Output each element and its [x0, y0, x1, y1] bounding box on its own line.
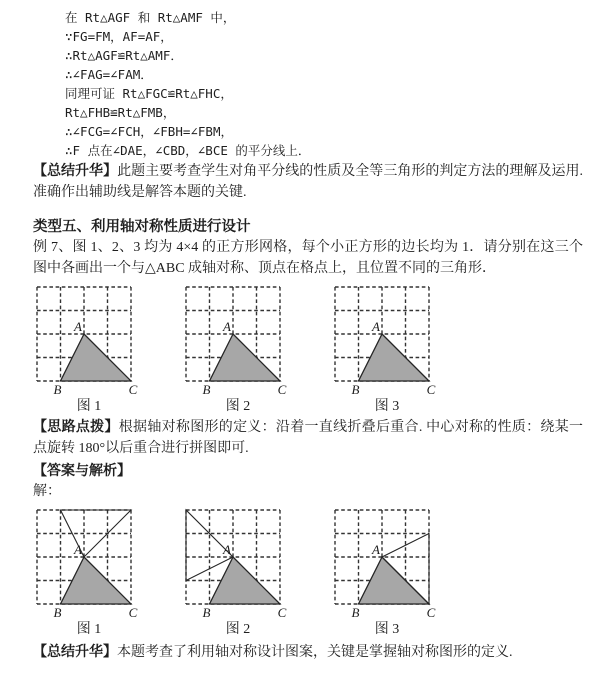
- vertex-label-c: C: [426, 382, 436, 397]
- section-heading: 类型五、利用轴对称性质进行设计: [33, 219, 251, 235]
- hint-paragraph: [33, 418, 583, 459]
- summary-paragraph-1: [33, 162, 583, 203]
- problem-figure-2: [182, 283, 294, 416]
- vertex-label-c: C: [128, 382, 138, 397]
- summary-tag-2: 【总结升华】: [33, 645, 117, 660]
- vertex-label-a: A: [372, 319, 380, 334]
- problem-figure-caption-1: 图 1: [76, 399, 102, 414]
- grid-diagram: [33, 283, 145, 397]
- grid-diagram: [182, 506, 294, 620]
- hint-text: 根据轴对称图形的定义：沿着一直线折叠后重合. 中心对称的性质：绕某一点旋转 180°以后重合进行拼图即可.: [33, 420, 584, 456]
- vertex-label-b: B: [53, 382, 62, 397]
- answer-figure-caption-3: 图 3: [374, 622, 400, 637]
- proof-line-7: ∴∠FCG=∠FCH，∠FBH=∠FBM，: [65, 124, 233, 139]
- problem-figure-caption-3: 图 3: [374, 399, 400, 414]
- grid-diagram: [331, 283, 443, 397]
- vertex-label-c: C: [277, 382, 287, 397]
- proof-line-1: 在 Rt△AGF 和 Rt△AMF 中，: [65, 10, 236, 25]
- answer-figure-1: [33, 506, 145, 639]
- solve-label: 解：: [33, 484, 61, 499]
- proof-line-5: 同理可证 Rt△FGC≌Rt△FHC，: [65, 86, 233, 101]
- vertex-label-b: B: [351, 382, 360, 397]
- summary-paragraph-2: [33, 643, 583, 664]
- answer-figure-caption-2: 图 2: [225, 622, 251, 637]
- vertex-label-a: A: [223, 542, 231, 557]
- problem-figures-row: [33, 283, 583, 416]
- answer-figures-row: [33, 506, 583, 639]
- proof-block: [65, 8, 583, 160]
- proof-line-8: ∴F 点在∠DAE，∠CBD，∠BCE 的平分线上．: [65, 143, 311, 158]
- summary-tag-1: 【总结升华】: [33, 164, 118, 179]
- proof-line-6: Rt△FHB≌Rt△FMB，: [65, 105, 176, 120]
- proof-line-4: ∴∠FAG=∠FAM．: [65, 67, 153, 82]
- vertex-label-b: B: [351, 605, 360, 620]
- problem-figure-caption-2: 图 2: [225, 399, 251, 414]
- vertex-label-a: A: [74, 542, 82, 557]
- vertex-label-b: B: [202, 382, 211, 397]
- answer-heading: 【答案与解析】: [33, 464, 131, 479]
- answer-figure-3: [331, 506, 443, 639]
- vertex-label-b: B: [202, 605, 211, 620]
- vertex-label-a: A: [223, 319, 231, 334]
- proof-line-3: ∴Rt△AGF≌Rt△AMF．: [65, 48, 183, 63]
- grid-diagram: [331, 506, 443, 620]
- vertex-label-c: C: [277, 605, 287, 620]
- problem-figure-1: [33, 283, 145, 416]
- grid-diagram: [182, 283, 294, 397]
- example-paragraph: 例 7、图 1、2、3 均为 4×4 的正方形网格，每个小正方形的边长均为 1．请分别在这三个图中各画出一个与△ABC 成轴对称、顶点在格点上，且位置不同的三角形．: [33, 240, 583, 276]
- vertex-label-c: C: [128, 605, 138, 620]
- vertex-label-b: B: [53, 605, 62, 620]
- summary-text-2: 本题考查了利用轴对称设计图案，关键是掌握轴对称图形的定义.: [117, 645, 513, 660]
- vertex-label-a: A: [74, 319, 82, 334]
- proof-line-2: ∵FG=FM，AF=AF，: [65, 29, 173, 44]
- vertex-label-c: C: [426, 605, 436, 620]
- problem-figure-3: [331, 283, 443, 416]
- summary-text-1: 此题主要考查学生对角平分线的性质及全等三角形的判定方法的理解及运用.准确作出辅助线是解答本题的关键.: [33, 164, 583, 200]
- answer-figure-caption-1: 图 1: [76, 622, 102, 637]
- vertex-label-a: A: [372, 542, 380, 557]
- answer-figure-2: [182, 506, 294, 639]
- grid-diagram: [33, 506, 145, 620]
- hint-tag: 【思路点拨】: [33, 420, 119, 435]
